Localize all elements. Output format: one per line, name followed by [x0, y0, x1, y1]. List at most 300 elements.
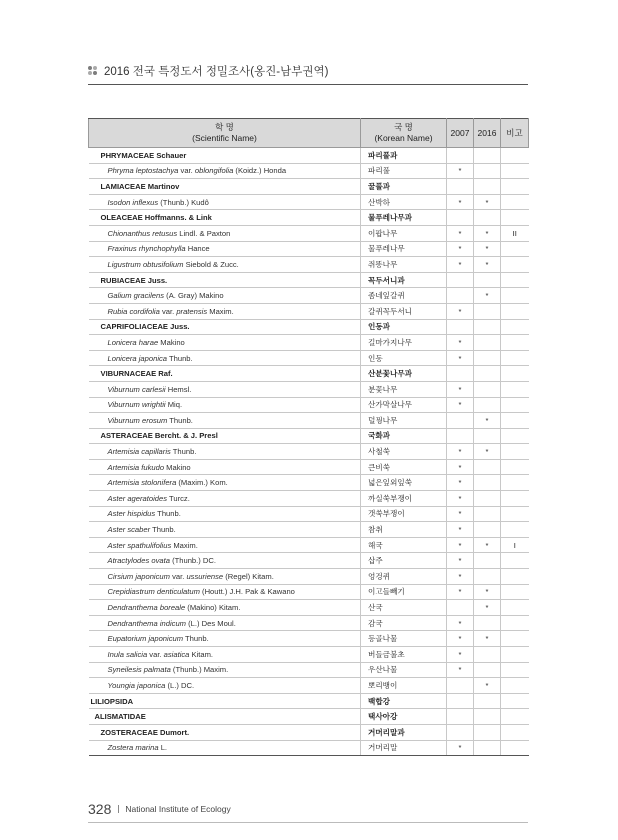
scientific-name-cell: ASTERACEAE Bercht. & J. Presl — [89, 428, 361, 444]
note-cell — [501, 709, 529, 725]
korean-name-cell: 사철쑥 — [361, 444, 447, 460]
korean-name-cell: 쥐똥나무 — [361, 257, 447, 273]
scientific-name-inf: ussuriense — [186, 571, 224, 581]
species-row — [89, 381, 529, 397]
running-header — [88, 62, 528, 80]
note-cell — [501, 350, 529, 366]
scientific-name-cell — [89, 740, 361, 756]
scientific-name-cell — [89, 491, 361, 507]
record-2007-cell: * — [447, 537, 474, 553]
record-2016-cell: * — [474, 288, 501, 304]
record-2016-cell — [474, 272, 501, 288]
scientific-name-genus: Dendranthema boreale — [107, 603, 186, 613]
record-2007-cell: * — [447, 257, 474, 273]
species-row — [89, 444, 529, 460]
scientific-name-auth: (Maxim.) Kom. — [176, 478, 228, 488]
record-2016-cell — [474, 350, 501, 366]
record-2016-cell — [474, 459, 501, 475]
note-cell: II — [501, 225, 529, 241]
record-2007-cell: * — [447, 615, 474, 631]
species-row — [89, 537, 529, 553]
scientific-name-cell — [89, 225, 361, 241]
korean-name-cell: 산가막살나무 — [361, 397, 447, 413]
scientific-name-genus: Galium gracilens — [107, 291, 165, 301]
record-2007-cell: * — [447, 444, 474, 460]
korean-name-cell: 꿀풀과 — [361, 179, 447, 195]
record-2016-cell — [474, 522, 501, 538]
scientific-name-genus: Chionanthus retusus — [107, 228, 178, 238]
scientific-name-genus: Aster scaber — [107, 525, 151, 535]
korean-name-cell: 산국 — [361, 600, 447, 616]
record-2007-cell: * — [447, 569, 474, 585]
species-row — [89, 257, 529, 273]
note-cell — [501, 584, 529, 600]
record-2007-cell — [447, 724, 474, 740]
korean-name-cell: 덜꿩나무 — [361, 413, 447, 429]
species-row — [89, 413, 529, 429]
scientific-name-genus: Viburnum wrightii — [107, 400, 166, 410]
record-2016-cell — [474, 709, 501, 725]
scientific-name-inf: oblongifolia — [194, 166, 234, 176]
record-2016-cell: * — [474, 241, 501, 257]
note-cell — [501, 553, 529, 569]
record-2007-cell: * — [447, 506, 474, 522]
scientific-name-auth: Siebold & Zucc. — [183, 259, 239, 269]
record-2007-cell — [447, 600, 474, 616]
korean-name-cell: 인동 — [361, 350, 447, 366]
record-2016-cell — [474, 491, 501, 507]
scientific-name-auth: (Koidz.) Honda — [233, 166, 287, 176]
species-row — [89, 600, 529, 616]
korean-name-cell: 감국 — [361, 615, 447, 631]
species-row — [89, 241, 529, 257]
record-2016-cell: * — [474, 194, 501, 210]
scientific-name-inf: asiatica — [163, 649, 190, 659]
korean-name-cell: 백합강 — [361, 693, 447, 709]
korean-name-cell: 물푸레나무과 — [361, 210, 447, 226]
record-2007-cell — [447, 428, 474, 444]
korean-name-cell: 꼭두서니과 — [361, 272, 447, 288]
scientific-name-genus: Ligustrum obtusifolium — [107, 259, 184, 269]
record-2016-cell — [474, 366, 501, 382]
korean-name-cell: 산박하 — [361, 194, 447, 210]
note-cell — [501, 522, 529, 538]
korean-name-cell: 국화과 — [361, 428, 447, 444]
note-cell — [501, 444, 529, 460]
species-row — [89, 522, 529, 538]
record-2016-cell — [474, 475, 501, 491]
korean-name-cell: 삽주 — [361, 553, 447, 569]
scientific-name-cell: ALISMATIDAE — [89, 709, 361, 725]
col-header-2007: 2007 — [447, 119, 474, 148]
record-2016-cell: * — [474, 225, 501, 241]
scientific-name-genus: Aster hispidus — [107, 509, 156, 519]
record-2016-cell — [474, 148, 501, 164]
scientific-name-auth: Thunb. — [167, 415, 193, 425]
note-cell — [501, 506, 529, 522]
record-2016-cell — [474, 303, 501, 319]
scientific-name-auth: Miq. — [165, 400, 183, 410]
korean-name-cell: 등골나물 — [361, 631, 447, 647]
record-2016-cell: * — [474, 600, 501, 616]
note-cell — [501, 459, 529, 475]
korean-name-cell: 버들금불초 — [361, 647, 447, 663]
species-row — [89, 584, 529, 600]
record-2007-cell: * — [447, 491, 474, 507]
taxon-row — [89, 319, 529, 335]
header-divider — [88, 84, 528, 85]
record-2016-cell — [474, 381, 501, 397]
scientific-name-cell — [89, 506, 361, 522]
taxon-row — [89, 179, 529, 195]
note-cell — [501, 148, 529, 164]
record-2007-cell — [447, 148, 474, 164]
scientific-name-auth: Makino — [158, 337, 185, 347]
note-cell — [501, 491, 529, 507]
record-2007-cell: * — [447, 163, 474, 179]
record-2016-cell: * — [474, 537, 501, 553]
scientific-name-auth: Turcz. — [167, 493, 190, 503]
page-footer — [88, 800, 231, 818]
note-cell — [501, 194, 529, 210]
col-header-note: 비고 — [501, 119, 529, 148]
record-2007-cell: * — [447, 303, 474, 319]
scientific-name-genus: Artemisia fukudo — [107, 462, 165, 472]
scientific-name-cell — [89, 537, 361, 553]
record-2016-cell — [474, 647, 501, 663]
taxon-row — [89, 693, 529, 709]
note-cell — [501, 257, 529, 273]
korean-name-cell: 물푸레나무 — [361, 241, 447, 257]
note-cell — [501, 366, 529, 382]
col-header-2016: 2016 — [474, 119, 501, 148]
species-row — [89, 662, 529, 678]
scientific-name-cell — [89, 569, 361, 585]
record-2016-cell — [474, 335, 501, 351]
record-2016-cell — [474, 397, 501, 413]
record-2016-cell — [474, 179, 501, 195]
footer-divider — [88, 822, 528, 823]
record-2007-cell: * — [447, 631, 474, 647]
record-2007-cell: * — [447, 397, 474, 413]
korean-name-cell: 엉겅퀴 — [361, 569, 447, 585]
record-2016-cell — [474, 319, 501, 335]
institute-name: National Institute of Ecology — [125, 803, 231, 814]
scientific-name-cell: OLEACEAE Hoffmanns. & Link — [89, 210, 361, 226]
scientific-name-genus: Phryma leptostachya — [107, 166, 179, 176]
record-2007-cell — [447, 210, 474, 226]
scientific-name-cell — [89, 257, 361, 273]
korean-name-cell: 택사아강 — [361, 709, 447, 725]
species-row — [89, 194, 529, 210]
korean-name-cell: 산분꽃나무과 — [361, 366, 447, 382]
record-2007-cell: * — [447, 241, 474, 257]
species-row — [89, 553, 529, 569]
species-row — [89, 678, 529, 694]
record-2007-cell — [447, 319, 474, 335]
taxon-row — [89, 724, 529, 740]
scientific-name-cell — [89, 335, 361, 351]
note-cell — [501, 397, 529, 413]
record-2016-cell: * — [474, 631, 501, 647]
record-2007-cell: * — [447, 194, 474, 210]
species-row — [89, 631, 529, 647]
record-2007-cell: * — [447, 662, 474, 678]
korean-name-cell: 거머리말과 — [361, 724, 447, 740]
korean-name-cell: 길마가지나무 — [361, 335, 447, 351]
col-header-scientific — [89, 119, 361, 148]
note-cell — [501, 569, 529, 585]
scientific-name-cell — [89, 397, 361, 413]
scientific-name-cell — [89, 475, 361, 491]
species-row — [89, 647, 529, 663]
note-cell — [501, 740, 529, 756]
scientific-name-genus: Youngia japonica — [107, 680, 166, 690]
scientific-name-genus: Eupatorium japonicum — [107, 634, 184, 644]
note-cell — [501, 288, 529, 304]
record-2016-cell — [474, 693, 501, 709]
record-2007-cell — [447, 366, 474, 382]
species-row — [89, 459, 529, 475]
scientific-name-genus: Lonicera japonica — [107, 353, 168, 363]
korean-name-cell: 파리풀과 — [361, 148, 447, 164]
scientific-name-cell — [89, 459, 361, 475]
scientific-name-genus: Aster ageratoides — [107, 493, 168, 503]
scientific-name-rest: var. — [169, 571, 187, 581]
scientific-name-rest: var. — [178, 166, 195, 176]
species-table — [88, 118, 529, 756]
scientific-name-genus: Viburnum carlesii — [107, 384, 166, 394]
record-2007-cell: * — [447, 335, 474, 351]
scientific-name-auth: Maxim. — [207, 306, 234, 316]
scientific-name-genus: Artemisia capillaris — [107, 447, 171, 457]
record-2016-cell — [474, 210, 501, 226]
scientific-name-genus: Rubia cordifolia — [107, 306, 160, 316]
scientific-name-genus: Atractylodes ovata — [107, 556, 170, 566]
scientific-name-cell — [89, 288, 361, 304]
note-cell: I — [501, 537, 529, 553]
scientific-name-auth: Maxim. — [171, 540, 198, 550]
record-2007-cell: * — [447, 584, 474, 600]
record-2016-cell — [474, 615, 501, 631]
scientific-name-genus: Dendranthema indicum — [107, 618, 187, 628]
korean-name-cell: 이고들빼기 — [361, 584, 447, 600]
scientific-name-inf: pratensis — [176, 306, 208, 316]
korean-name-cell: 인동과 — [361, 319, 447, 335]
species-row — [89, 397, 529, 413]
record-2016-cell: * — [474, 678, 501, 694]
scientific-name-cell: VIBURNACEAE Raf. — [89, 366, 361, 382]
scientific-name-auth: Makino — [164, 462, 191, 472]
taxon-row — [89, 366, 529, 382]
scientific-name-genus: Inula salicia — [107, 649, 148, 659]
scientific-name-cell — [89, 350, 361, 366]
scientific-name-auth: Hance — [185, 244, 210, 254]
header-title: 2016 전국 특정도서 정밀조사(옹진-남부권역) — [104, 66, 329, 78]
col-header-korean-ko: 국 명 — [394, 122, 413, 132]
record-2007-cell: * — [447, 647, 474, 663]
scientific-name-cell — [89, 194, 361, 210]
note-cell — [501, 678, 529, 694]
scientific-name-cell: RUBIACEAE Juss. — [89, 272, 361, 288]
table-header-row — [89, 119, 529, 148]
scientific-name-genus: Syneilesis palmata — [107, 665, 171, 675]
record-2016-cell — [474, 428, 501, 444]
note-cell — [501, 600, 529, 616]
scientific-name-auth: Thunb. — [183, 634, 209, 644]
record-2016-cell: * — [474, 413, 501, 429]
scientific-name-cell — [89, 600, 361, 616]
scientific-name-auth: Hemsl. — [165, 384, 192, 394]
scientific-name-auth: (Thunb.) Kudô — [158, 197, 209, 207]
record-2016-cell: * — [474, 257, 501, 273]
korean-name-cell: 우산나물 — [361, 662, 447, 678]
scientific-name-cell — [89, 381, 361, 397]
scientific-name-cell: PHRYMACEAE Schauer — [89, 148, 361, 164]
scientific-name-rest: var. — [147, 649, 164, 659]
scientific-name-cell — [89, 647, 361, 663]
scientific-name-cell — [89, 444, 361, 460]
taxon-row — [89, 709, 529, 725]
col-header-korean-en: (Korean Name) — [374, 133, 433, 143]
note-cell — [501, 647, 529, 663]
note-cell — [501, 724, 529, 740]
record-2007-cell: * — [447, 740, 474, 756]
species-row — [89, 569, 529, 585]
korean-name-cell: 큰비쑥 — [361, 459, 447, 475]
col-header-scientific-ko: 학 명 — [215, 122, 234, 132]
scientific-name-auth: (A. Gray) Makino — [164, 291, 224, 301]
note-cell — [501, 381, 529, 397]
korean-name-cell: 참취 — [361, 522, 447, 538]
note-cell — [501, 163, 529, 179]
table-body — [89, 148, 529, 756]
scientific-name-cell — [89, 678, 361, 694]
record-2016-cell — [474, 662, 501, 678]
note-cell — [501, 303, 529, 319]
record-2007-cell: * — [447, 553, 474, 569]
species-row — [89, 491, 529, 507]
scientific-name-auth: Thunb. — [170, 447, 197, 457]
scientific-name-genus: Isodon inflexus — [107, 197, 159, 207]
record-2007-cell: * — [447, 350, 474, 366]
note-cell — [501, 428, 529, 444]
scientific-name-genus: Zostera marina — [107, 743, 159, 753]
scientific-name-cell — [89, 241, 361, 257]
scientific-name-cell — [89, 631, 361, 647]
record-2016-cell: * — [474, 584, 501, 600]
taxon-row — [89, 272, 529, 288]
scientific-name-cell: ZOSTERACEAE Dumort. — [89, 724, 361, 740]
record-2007-cell: * — [447, 459, 474, 475]
species-row — [89, 303, 529, 319]
taxon-row — [89, 148, 529, 164]
note-cell — [501, 475, 529, 491]
scientific-name-auth: Lindl. & Paxton — [177, 228, 231, 238]
scientific-name-genus: Cirsium japonicum — [107, 571, 170, 581]
scientific-name-cell — [89, 615, 361, 631]
note-cell — [501, 210, 529, 226]
note-cell — [501, 662, 529, 678]
korean-name-cell: 거머리말 — [361, 740, 447, 756]
record-2007-cell — [447, 678, 474, 694]
note-cell — [501, 615, 529, 631]
page-number: 328 — [88, 800, 112, 817]
scientific-name-cell — [89, 662, 361, 678]
scientific-name-auth: Thunb. — [150, 525, 176, 535]
scientific-name-cell — [89, 522, 361, 538]
scientific-name-auth: (L.) Des Moul. — [186, 618, 236, 628]
record-2016-cell — [474, 724, 501, 740]
record-2016-cell — [474, 553, 501, 569]
species-row — [89, 163, 529, 179]
scientific-name-auth: L. — [158, 743, 168, 753]
scientific-name-cell: CAPRIFOLIACEAE Juss. — [89, 319, 361, 335]
korean-name-cell: 분꽃나무 — [361, 381, 447, 397]
korean-name-cell: 좀네잎갈퀴 — [361, 288, 447, 304]
note-cell — [501, 241, 529, 257]
note-cell — [501, 413, 529, 429]
species-row — [89, 225, 529, 241]
scientific-name-cell — [89, 553, 361, 569]
record-2007-cell: * — [447, 475, 474, 491]
scientific-name-auth: Thunb. — [167, 353, 193, 363]
species-row — [89, 615, 529, 631]
korean-name-cell: 파리풀 — [361, 163, 447, 179]
record-2016-cell — [474, 569, 501, 585]
scientific-name-cell — [89, 163, 361, 179]
col-header-scientific-en: (Scientific Name) — [192, 133, 257, 143]
record-2007-cell: * — [447, 522, 474, 538]
scientific-name-rest: var. — [159, 306, 177, 316]
korean-name-cell: 해국 — [361, 537, 447, 553]
record-2016-cell — [474, 740, 501, 756]
scientific-name-auth: (Regel) Kitam. — [223, 571, 274, 581]
scientific-name-genus: Fraxinus rhynchophylla — [107, 244, 186, 254]
korean-name-cell: 넓은잎외잎쑥 — [361, 475, 447, 491]
record-2007-cell — [447, 179, 474, 195]
scientific-name-cell: LILIOPSIDA — [89, 693, 361, 709]
record-2007-cell — [447, 272, 474, 288]
record-2007-cell: * — [447, 225, 474, 241]
scientific-name-auth: (Makino) Kitam. — [185, 603, 241, 613]
scientific-name-genus: Artemisia stolonifera — [107, 478, 177, 488]
korean-name-cell: 까실쑥부쟁이 — [361, 491, 447, 507]
scientific-name-genus: Aster spathulifolius — [107, 540, 172, 550]
note-cell — [501, 631, 529, 647]
scientific-name-cell — [89, 584, 361, 600]
note-cell — [501, 693, 529, 709]
note-cell — [501, 319, 529, 335]
scientific-name-cell — [89, 303, 361, 319]
species-row — [89, 350, 529, 366]
korean-name-cell: 갯쑥부쟁이 — [361, 506, 447, 522]
korean-name-cell: 갈퀴꼭두서니 — [361, 303, 447, 319]
footer-separator — [118, 805, 119, 813]
scientific-name-cell — [89, 413, 361, 429]
korean-name-cell: 뽀리뱅이 — [361, 678, 447, 694]
record-2007-cell: * — [447, 381, 474, 397]
species-row — [89, 288, 529, 304]
note-cell — [501, 179, 529, 195]
scientific-name-auth: Kitam. — [189, 649, 214, 659]
taxon-row — [89, 428, 529, 444]
species-row — [89, 335, 529, 351]
record-2007-cell — [447, 413, 474, 429]
scientific-name-auth: (L.) DC. — [165, 680, 195, 690]
korean-name-cell: 이팝나무 — [361, 225, 447, 241]
note-cell — [501, 272, 529, 288]
